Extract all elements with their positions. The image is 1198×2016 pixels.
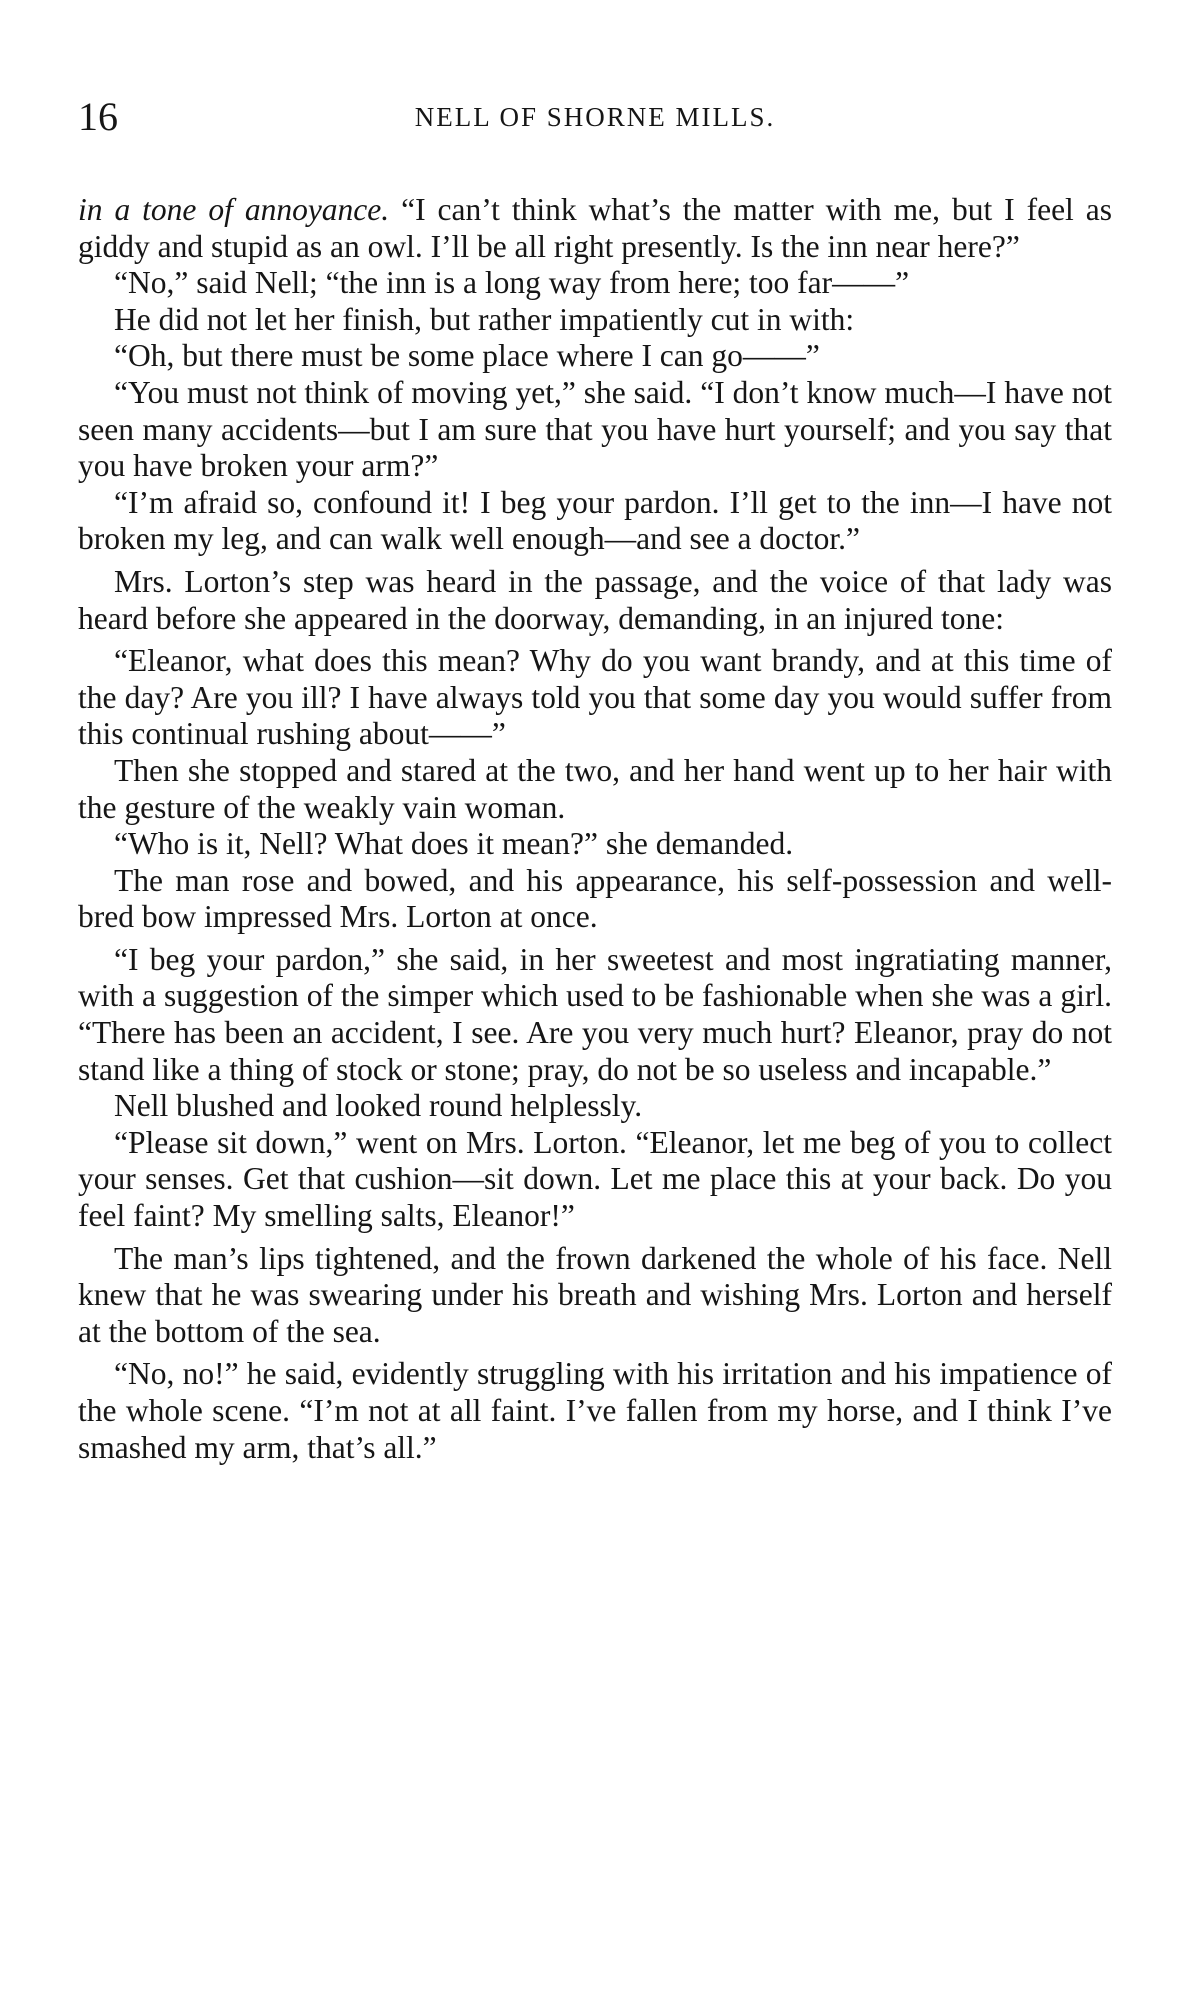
- paragraph: [78, 192, 1112, 265]
- page-number: 16: [78, 94, 118, 139]
- paragraph: The man rose and bowed, and his appearance, his self-possession and well-bred bow impressed Mrs. Lorton at once.: [78, 862, 1112, 935]
- paragraph-text: “I can’t think what’s the matter with me, but I feel as giddy and stupid as an owl. I’ll be all right presently. Is the inn near here?”: [78, 192, 1112, 264]
- paragraph: “I’m afraid so, confound it! I beg your pardon. I’ll get to the inn—I have not broken my leg, and can walk well enough—and see a doctor.”: [78, 484, 1112, 557]
- paragraph: “No, no!” he said, evidently struggling with his irritation and his impatience of the whole scene. “I’m not at all faint. I’ve fallen from my horse, and I think I’ve smashed my arm, that’s all.”: [78, 1356, 1112, 1465]
- paragraph: “I beg your pardon,” she said, in her sweetest and most ingratiating manner, with a suggestion of the simper which used to be fashionable when she was a girl. “There has been an accident, I see. Are you very much hurt? Eleanor, pray do not stand like a thing of stock or stone; pray, do not be so useless and incapable.”: [78, 941, 1112, 1087]
- paragraph: “No,” said Nell; “the inn is a long way from here; too far——”: [114, 265, 910, 301]
- italic-lead: in a tone of annoyance.: [78, 192, 390, 227]
- paragraph: Then she stopped and stared at the two, and her hand went up to her hair with the gesture of the weakly vain woman.: [78, 752, 1112, 825]
- paragraph: Mrs. Lorton’s step was heard in the passage, and the voice of that lady was heard before she appeared in the doorway, demanding, in an injured tone:: [78, 563, 1112, 636]
- paragraph: “Oh, but there must be some place where I can go——”: [114, 338, 820, 374]
- book-page: [78, 86, 1112, 1466]
- paragraph: “Please sit down,” went on Mrs. Lorton. “Eleanor, let me beg of you to collect your senses. Get that cushion—sit down. Let me place this at your back. Do you feel faint? My smelling salts, Eleanor!”: [78, 1124, 1112, 1234]
- body-text: [78, 192, 1112, 1466]
- paragraph: “Eleanor, what does this mean? Why do you want brandy, and at this time of the day? Are you ill? I have always told you that some day you would suffer from this continual rushing about——”: [78, 643, 1112, 752]
- paragraph: “Who is it, Nell? What does it mean?” she demanded.: [114, 826, 794, 862]
- paragraph: Nell blushed and looked round helplessly.: [114, 1088, 643, 1124]
- paragraph: “You must not think of moving yet,” she said. “I don’t know much—I have not seen many accidents—but I am sure that you have hurt yourself; and you say that you have broken your arm?”: [78, 374, 1112, 484]
- running-title: NELL OF SHORNE MILLS.: [414, 102, 776, 132]
- paragraph: He did not let her finish, but rather impatiently cut in with:: [114, 301, 855, 337]
- page-header: [78, 86, 1112, 148]
- paragraph: The man’s lips tightened, and the frown darkened the whole of his face. Nell knew that he was swearing under his breath and wishing Mrs. Lorton and herself at the bottom of the sea.: [78, 1240, 1112, 1349]
